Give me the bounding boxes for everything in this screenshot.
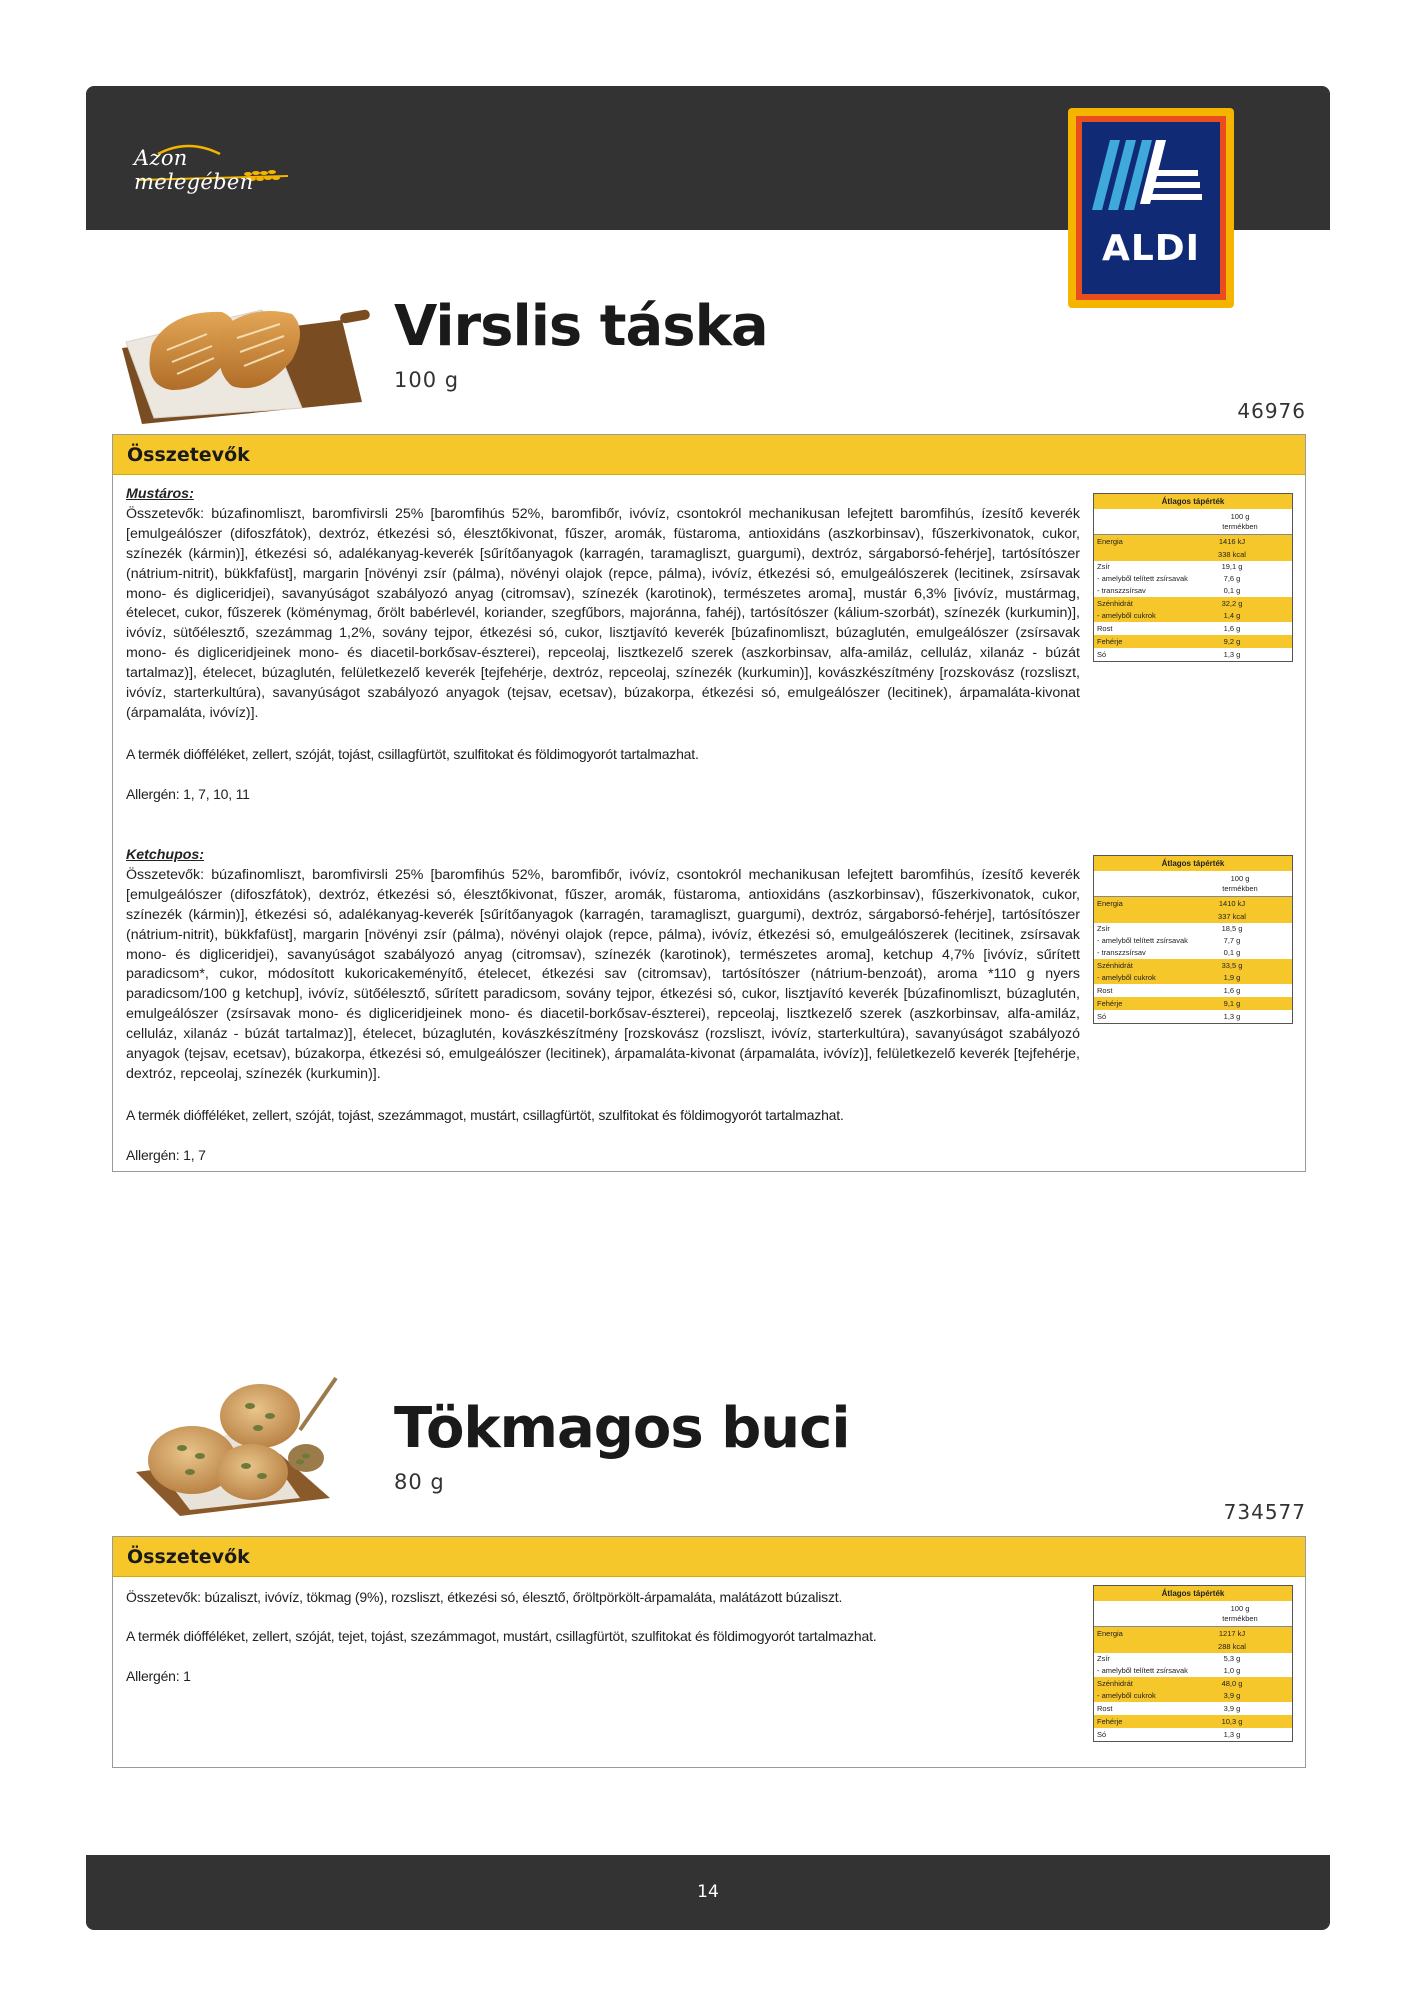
nutrition-value: 19,1 g [1221, 562, 1243, 571]
nutrition-label: Rost [1097, 1704, 1113, 1713]
tokmagos-buci-image [130, 1368, 350, 1518]
nutrition-table [1093, 493, 1293, 662]
nutrition-value: 1,0 g [1223, 1666, 1241, 1675]
nutrition-title: Átlagos tápérték [1094, 856, 1292, 871]
nutrition-title: Átlagos tápérték [1094, 494, 1292, 509]
nutrition-label: - amelyből telített zsírsavak [1097, 936, 1188, 945]
nutrition-value: 10,3 g [1221, 1717, 1243, 1726]
nutrition-label: Szénhidrát [1097, 961, 1133, 970]
allergen-text: Allergén: 1 [126, 1668, 191, 1684]
nutrition-value: 1217 kJ [1218, 1629, 1246, 1638]
nutrition-label: Só [1097, 1730, 1107, 1739]
nutrition-label: - amelyből cukrok [1097, 973, 1156, 982]
nutrition-label: Rost [1097, 986, 1113, 995]
nutrition-value: 1,3 g [1223, 1012, 1241, 1021]
nutrition-label: Zsír [1097, 562, 1110, 571]
aldi-logo [1068, 108, 1234, 308]
ingredients-panel [112, 434, 1306, 1172]
nutrition-label: Fehérje [1097, 637, 1123, 646]
nutrition-value: 338 kcal [1218, 550, 1246, 559]
product-weight: 80 g [394, 1470, 445, 1494]
nutrition-value: 18,5 g [1221, 924, 1243, 933]
ingredients-text [126, 485, 1080, 724]
nutrition-value: 337 kcal [1218, 912, 1246, 921]
ingredients-text [126, 846, 1080, 1085]
nutrition-label: - amelyből cukrok [1097, 611, 1156, 620]
nutrition-label: Fehérje [1097, 1717, 1123, 1726]
may-contain-text: A termék diófféléket, zellert, szóját, tojást, szezámmagot, mustárt, csillagfürtöt, szulfitokat és földimogyorót tartalmazhat. [126, 1107, 844, 1123]
nutrition-label: - transzzsírsav [1097, 586, 1146, 595]
nutrition-label: Rost [1097, 624, 1113, 633]
nutrition-label: - transzzsírsav [1097, 948, 1146, 957]
variant-name: Mustáros: [126, 486, 194, 502]
may-contain-text: A termék diófféléket, zellert, szóját, tejet, tojást, szezámmagot, mustárt, csillagfürtöt, szulfitokat és földimogyorót tartalmazhat. [126, 1628, 877, 1644]
nutrition-label: Fehérje [1097, 999, 1123, 1008]
nutrition-label: Zsír [1097, 924, 1110, 933]
nutrition-label: Zsír [1097, 1654, 1110, 1663]
nutrition-label: - amelyből telített zsírsavak [1097, 1666, 1188, 1675]
nutrition-label: Energia [1097, 537, 1123, 546]
nutrition-value: 1,4 g [1223, 611, 1241, 620]
nutrition-value: 9,2 g [1223, 637, 1241, 646]
nutrition-column: 100 g termékben [1222, 1604, 1258, 1623]
nutrition-title: Átlagos tápérték [1094, 1586, 1292, 1601]
product-code: 46976 [1237, 399, 1306, 423]
ingredient-list: Összetevők: búzafinomliszt, baromfivirsli 25% [baromfihús 52%, baromfibőr, ivóvíz, csontokról mechanikusan lefejtett baromfihús, ízesítő keverék [emulgeálószer (difoszfátok), dextróz, étkezési só, élesztőkivonat, fűszer, aromák, füstaroma, antioxidáns (aszkorbinsav), fűszerkivonatok, cukor, színezék (kármin)], étkezési só, adalékanyag-keverék [sűrítőanyagok (karragén, taramagliszt, guargumi), dextróz, sárgaborsó-fehérje], tartósítószer (nátrium-nitrit), bükkfafüst], margarin [növényi zsír (pálma), növényi olajok (repce, pálma), ivóvíz, étkezési só, emulgeálószerek (lecitinek, zsírsavak mono- és digliceridjei), savanyúságot szabályozó anyag (citromsav), színezék (karotinok), természetes aroma], mustár 6,3% [ivóvíz, mustármag, ételecet, cukor, fűszerek (köménymag, őrölt babérlevél, koriander, szegfűbors, majoránna, fahéj), tartósítószer (kálium-szorbát), színezék (kurkumin)], ivóvíz, sütőélesztő, szezámmag 1,2%, sovány tejpor, étkezési só, cukor, lisztjavító keverék [búzafinomliszt, búzaglutén, emulgeálószer (zsírsavak mono- és digliceridjeinek mono- és diacetil-borkősav-észterei), repceolaj, lisztkezelő szerek (aszkorbinsav, alfa-amiláz, celluláz, xilanáz - búzát tartalmaz)], ételecet, búzaglutén, felületkezelő keverék [tejfehérje, dextróz, repceolaj, színezék (kurkumin)], kovászkészítmény [rozskovász (rozsliszt, ivóvíz, starterkultúra), savanyúságot szabályozó anyagok (tejsav, ecetsav), búzakorpa, étkezési só, emulgeálószer (lecitinek), árpamaláta-kivonat (árpamaláta, ivóvíz)]. [126, 505, 1080, 721]
brand-script-text: Azon melegében [134, 146, 254, 194]
product-weight: 100 g [394, 368, 460, 392]
nutrition-value: 1,3 g [1223, 1730, 1241, 1739]
aldi-wordmark: ALDI [1101, 228, 1201, 269]
product-title: Tökmagos buci [394, 1396, 850, 1461]
nutrition-column: 100 g termékben [1222, 874, 1258, 893]
nutrition-label: - amelyből telített zsírsavak [1097, 574, 1188, 583]
nutrition-label: Só [1097, 650, 1107, 659]
nutrition-value: 9,1 g [1223, 999, 1241, 1008]
nutrition-label: Szénhidrát [1097, 1679, 1133, 1688]
nutrition-table [1093, 855, 1293, 1024]
nutrition-value: 32,2 g [1221, 599, 1243, 608]
nutrition-value: 0,1 g [1223, 948, 1241, 957]
nutrition-value: 7,6 g [1223, 574, 1241, 583]
nutrition-label: Energia [1097, 899, 1123, 908]
variant-name: Ketchupos: [126, 847, 205, 863]
allergen-text: Allergén: 1, 7, 10, 11 [126, 786, 250, 802]
nutrition-value: 1410 kJ [1218, 899, 1246, 908]
nutrition-label: Só [1097, 1012, 1107, 1021]
nutrition-table [1093, 1585, 1293, 1742]
nutrition-value: 1,6 g [1223, 624, 1241, 633]
ingredients-panel [112, 1536, 1306, 1768]
nutrition-value: 288 kcal [1218, 1642, 1246, 1651]
nutrition-value: 48,0 g [1221, 1679, 1243, 1688]
panel-heading: Összetevők [113, 435, 1305, 475]
nutrition-value: 0,1 g [1223, 586, 1241, 595]
nutrition-value: 1,3 g [1223, 650, 1241, 659]
nutrition-value: 1,6 g [1223, 986, 1241, 995]
ingredient-list: Összetevők: búzafinomliszt, baromfivirsli 25% [baromfihús 52%, baromfibőr, ivóvíz, csontokról mechanikusan lefejtett baromfihús, ízesítő keverék [emulgeálószer (difoszfátok), dextróz, étkezési só, élesztőkivonat, fűszer, aromák, füstaroma, antioxidáns (aszkorbinsav), fűszerkivonatok, cukor, színezék (kármin)], étkezési só, adalékanyag-keverék [sűrítőanyagok (karragén, taramagliszt, guargumi), dextróz, sárgaborsó-fehérje], tartósítószer (nátrium-nitrit), bükkfafüst], margarin [növényi zsír (pálma), növényi olajok (repce, pálma), ivóvíz, étkezési só, emulgeálószerek (lecitinek, zsírsavak mono- és digliceridjei), savanyúságot szabályozó anyag (citromsav), színezék (karotinok), természetes aroma], ketchup 4,7% [ivóvíz, sűrített paradicsom*, cukor, módosított kukoricakeményítő, ételecet, étkezési sav (citromsav), tartósítószer (nátrium-benzoát), aroma *110 g nyers paradicsom/100 g ketchup], ivóvíz, sütőélesztő, sűrített paradicsom, sovány tejpor, étkezési só, cukor, lisztjavító keverék [búzafinomliszt, búzaglutén, emulgeálószer (zsírsavak mono- és digliceridjeinek mono- és diacetil-borkősav-észterei), repceolaj, lisztkezelő szerek (aszkorbinsav, alfa-amiláz, celluláz, xilanáz - búzát tartalmaz)], ételecet, búzaglutén, kovászkészítmény [rozskovász (rozsliszt, ivóvíz, starterkultúra), savanyúságot szabályozó anyagok (tejsav, ecetsav), búzakorpa, étkezési só, emulgeálószer (lecitinek), árpamaláta-kivonat (árpamaláta, ivóvíz)], felületkezelő keverék [tejfehérje, dextróz, repceolaj, színezék (kurkumin)]. [126, 866, 1080, 1082]
nutrition-value: 5,3 g [1223, 1654, 1241, 1663]
page-number: 14 [697, 1882, 719, 1902]
nutrition-label: Energia [1097, 1629, 1123, 1638]
nutrition-value: 33,5 g [1221, 961, 1243, 970]
aldi-stripes-icon [1090, 130, 1212, 220]
nutrition-value: 3,9 g [1223, 1704, 1241, 1713]
footer-bar [86, 1855, 1330, 1930]
allergen-text: Allergén: 1, 7 [126, 1147, 206, 1163]
brand-logo [128, 140, 298, 194]
virslis-taska-image [112, 290, 374, 430]
nutrition-column: 100 g termékben [1222, 512, 1258, 531]
nutrition-value: 3,9 g [1223, 1691, 1241, 1700]
panel-heading: Összetevők [113, 1537, 1305, 1577]
nutrition-value: 1416 kJ [1218, 537, 1246, 546]
product-code: 734577 [1223, 1500, 1306, 1524]
nutrition-label: - amelyből cukrok [1097, 1691, 1156, 1700]
may-contain-text: A termék diófféléket, zellert, szóját, tojást, csillagfürtöt, szulfitokat és földimogyorót tartalmazhat. [126, 746, 699, 762]
ingredient-list: Összetevők: búzaliszt, ivóvíz, tökmag (9%), rozsliszt, étkezési só, élesztő, őröltpörkölt-árpamaláta, malátázott búzaliszt. [126, 1589, 843, 1605]
product-title: Virslis táska [394, 294, 768, 359]
nutrition-value: 1,9 g [1223, 973, 1241, 982]
nutrition-value: 7,7 g [1223, 936, 1241, 945]
nutrition-label: Szénhidrát [1097, 599, 1133, 608]
